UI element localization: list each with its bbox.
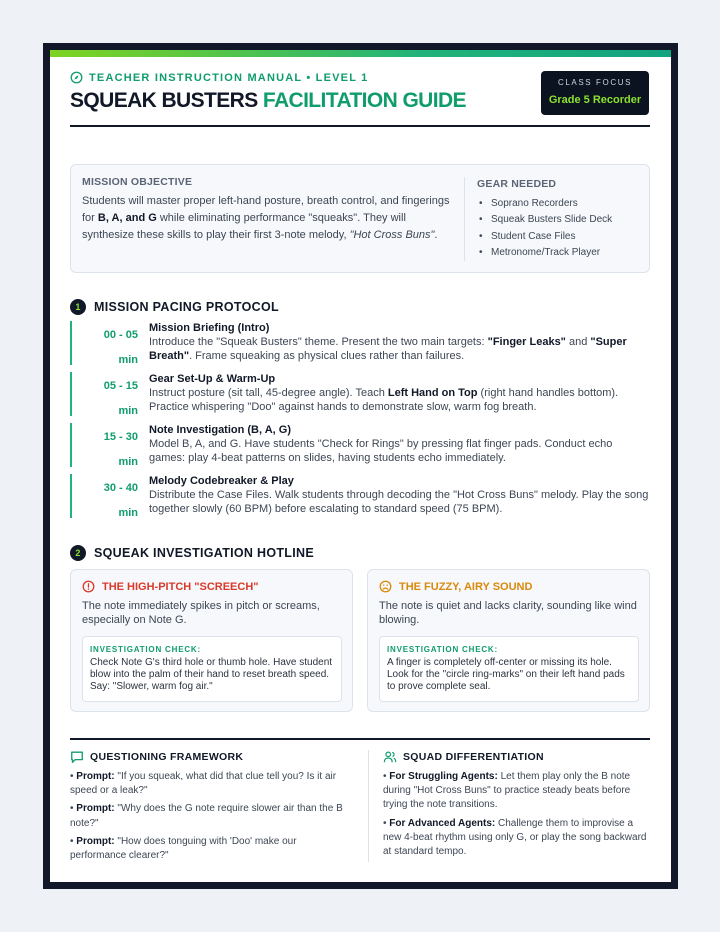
page-title [70,89,466,113]
pacing-bold-part: "Super Breath" [149,336,627,362]
questioning-list [70,770,353,863]
objective-text-e: . [434,229,438,241]
agent-label: For Struggling Agents: [389,771,498,782]
pacing-text-part: . Frame squeaking as physical clues rather than failures. [189,350,465,362]
agent-label: For Advanced Agents: [389,817,496,829]
objective-divider [464,177,465,261]
manual-page [50,50,671,882]
pacing-text-part: and [565,336,591,348]
hotline-section-heading [70,545,314,561]
gear-item: • Soprano Recorders [477,196,647,212]
pacing-body [149,321,649,363]
fuzzy-title: THE FUZZY, AIRY SOUND [399,580,533,593]
users-icon [383,750,397,764]
pacing-heading: MISSION PACING PROTOCOL [94,300,279,314]
class-focus-badge [541,71,649,115]
pacing-bar [70,321,72,365]
investigation-text: Check Note G's third hole or thumb hole. Have student blow into the palm of their hand to reset breath speed. Say: "Slower, warm fog air." [90,657,333,692]
time-range: 30 - 40 [103,482,138,494]
footer-divider [70,738,650,740]
section-number: 1 [70,299,86,315]
investigation-label: INVESTIGATION CHECK: [90,645,201,654]
time-unit: min [118,405,138,417]
page-frame [43,43,678,889]
prompt-label: Prompt: [76,771,115,782]
pacing-bar [70,474,72,518]
differentiation-item: • For Struggling Agents: Let them play only the B note during "Hot Cross Buns" to practice steady beats before trying the note transitions. [383,771,631,811]
gradient-top-bar [50,50,671,57]
hotline-heading: SQUEAK INVESTIGATION HOTLINE [94,546,314,560]
differentiation-heading: SQUAD DIFFERENTIATION [403,751,544,763]
section-number: 2 [70,545,86,561]
objective-heading: MISSION OBJECTIVE [82,176,193,188]
pacing-title: Melody Codebreaker & Play [149,475,294,487]
differentiation-item: • For Advanced Agents: Challenge them to improvise a new 4-beat rhythm using only G, or play the song backward at standard tempo. [383,817,647,858]
time-unit: min [118,456,138,468]
compass-icon [70,71,83,84]
screech-card-head [82,580,259,593]
pacing-text-part: Instruct posture (sit tall, 45-degree angle). Teach [149,387,388,399]
pacing-bold-part: "Finger Leaks" [487,336,566,348]
differentiation-head [383,750,649,764]
pacing-text [149,335,649,363]
pacing-text: Distribute the Case Files. Walk students through decoding the "Hot Cross Buns" melody. Play the song together slowly (60 BPM) before escalating to standard speed (75 BPM). [149,489,649,515]
time-range: 15 - 30 [103,431,138,443]
prompt-item: • Prompt: "If you squeak, what did that clue tell you? Is it air speed or a leak?" [70,771,337,797]
gear-item: • Squeak Busters Slide Deck [477,212,647,228]
objective-box [70,164,650,273]
time-range: 00 - 05 [103,329,138,341]
pacing-body [149,474,649,516]
prompt-label: Prompt: [76,803,115,815]
mission-objective [82,176,452,244]
time-range: 05 - 15 [103,380,138,392]
pacing-time [74,425,138,475]
squad-differentiation [383,750,649,863]
prompt-item: • Prompt: "How does tonguing with 'Doo' make our performance clearer?" [70,835,297,862]
eyebrow-text: TEACHER INSTRUCTION MANUAL • LEVEL 1 [89,71,369,84]
gear-heading: GEAR NEEDED [477,178,557,190]
agent-text: Challenge them to improvise a new 4-beat rhythm using only G, or play the song backward at standard tempo. [383,817,647,858]
title-dark: SQUEAK BUSTERS [70,89,258,112]
time-unit: min [118,507,138,519]
screech-card [70,569,353,712]
investigation-check [82,636,342,702]
fuzzy-card-head [379,580,532,593]
class-focus-value: Grade 5 Recorder [548,94,642,106]
pacing-title: Mission Briefing (Intro) [149,322,270,334]
pacing-time [74,323,138,373]
pacing-bar [70,423,72,467]
chat-bubble-icon [70,750,84,764]
objective-text-c: while eliminating performance "squeaks". They will synthesize these skills to play their first 3-note melody, [82,212,406,241]
pacing-text-part: Introduce the "Squeak Busters" theme. Present the two main targets: [149,336,488,348]
header-divider [70,125,650,127]
pacing-body [149,372,649,414]
prompt-text: "Why does the G note require slower air than the B note?" [70,803,343,829]
prompt-label: Prompt: [76,835,115,847]
time-unit: min [118,354,138,366]
questioning-framework [70,750,353,867]
pacing-bold-part: Left Hand on Top [387,387,478,399]
gear-item: • Metronome/Track Player [477,245,647,261]
screech-title: THE HIGH-PITCH "SCREECH" [102,580,259,593]
fuzzy-desc: The note is quiet and lacks clarity, sounding like wind blowing. [379,600,637,626]
pacing-text [149,386,649,414]
pacing-section-heading [70,299,279,315]
frown-face-icon [379,580,392,593]
questioning-head [70,750,353,764]
questioning-heading: QUESTIONING FRAMEWORK [90,751,244,763]
agent-text: Let them play only the B note during "Hot Cross Buns" to practice steady beats before trying the note transitions. [383,771,631,811]
title-green: FACILITATION GUIDE [262,89,466,112]
investigation-label: INVESTIGATION CHECK: [387,645,498,654]
investigation-check [379,636,639,702]
pacing-text-part: (right hand handles bottom). Practice whispering "Doo" against hands to demonstrate slow, warm fog breath. [149,387,619,413]
screech-desc: The note immediately spikes in pitch or screams, especially on Note G. [82,600,320,626]
pacing-title: Gear Set-Up & Warm-Up [149,373,276,385]
pacing-time [74,476,138,526]
investigation-text: A finger is completely off-center or missing its hole. Look for the "circle ring-marks" on their left hand pads to prove complete seal. [387,657,625,692]
objective-text [82,193,452,244]
objective-notes: B, A, and G [97,212,157,224]
differentiation-list [383,770,649,859]
pacing-body [149,423,649,465]
class-focus-label: CLASS FOCUS [557,78,633,87]
footer-column-divider [368,750,369,862]
pacing-time [74,374,138,424]
alert-circle-icon [82,580,95,593]
objective-text-a: Students will master proper left-hand posture, breath control, and fingerings for [82,195,450,224]
gear-list [477,196,647,262]
prompt-item: • Prompt: "Why does the G note require slower air than the B note?" [70,803,343,829]
gear-item: • Student Case Files [477,229,647,245]
prompt-text: "How does tonguing with 'Doo' make our performance clearer?" [70,835,297,862]
pacing-text: Model B, A, and G. Have students "Check for Rings" by pressing flat finger pads. Conduct echo games: play 4-beat patterns on slides, having students echo immediately. [149,438,613,464]
pacing-title: Note Investigation (B, A, G) [149,424,291,436]
pacing-bar [70,372,72,416]
fuzzy-card [367,569,650,712]
eyebrow [70,71,369,84]
prompt-text: "If you squeak, what did that clue tell you? Is it air speed or a leak?" [70,771,337,797]
objective-melody: "Hot Cross Buns" [349,229,435,241]
gear-needed [477,178,647,262]
